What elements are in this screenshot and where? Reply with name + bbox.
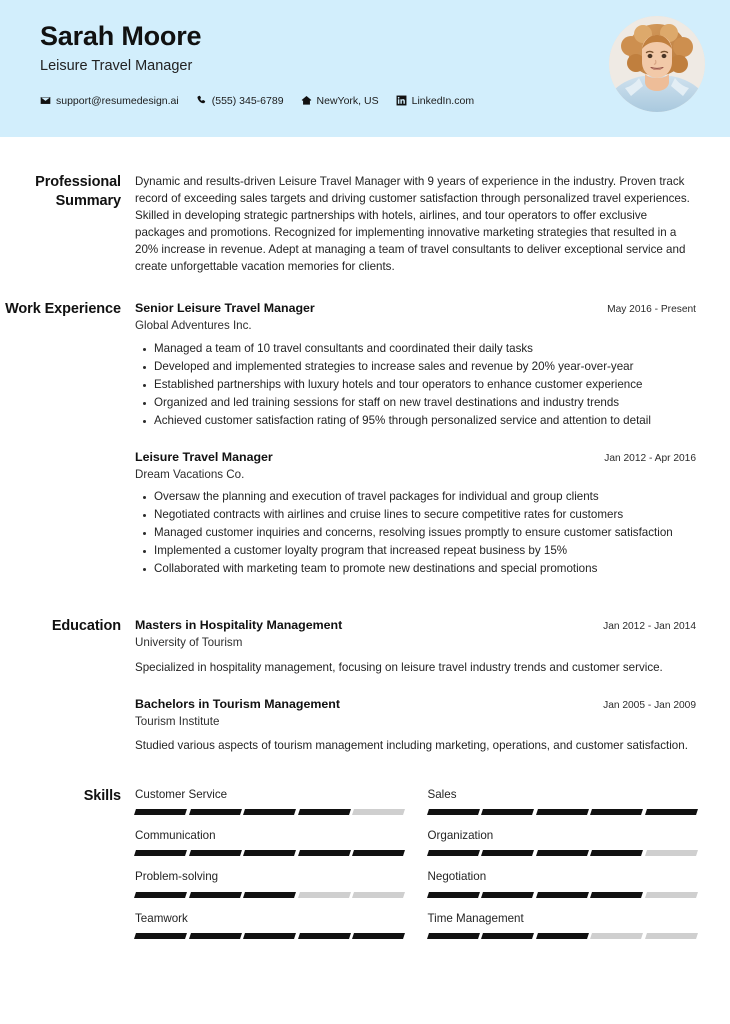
skill-segment: [427, 809, 479, 815]
skill-segment: [298, 809, 350, 815]
list-item: Achieved customer satisfaction rating of 95% through personalized service and attention to detail: [154, 413, 696, 430]
skill-segment: [536, 933, 588, 939]
skill-segment: [481, 850, 533, 856]
skill-level-bar: [135, 933, 404, 939]
resume-header: [0, 0, 730, 137]
education-entry-description: Specialized in hospitality management, focusing on leisure travel industry trends and customer service.: [135, 660, 663, 674]
education-entry-title: Bachelors in Tourism Management: [135, 696, 340, 711]
skill-level-bar: [428, 933, 697, 939]
education-entry-organization: University of Tourism: [135, 636, 243, 650]
work-entry-date: Jan 2012 - Apr 2016: [604, 452, 696, 464]
skill-segment: [352, 850, 404, 856]
education-entry-organization: Tourism Institute: [135, 714, 220, 728]
list-item: Organized and led training sessions for staff on new travel destinations and industry trends: [154, 395, 696, 412]
skill-segment: [481, 933, 533, 939]
work-entry-date: May 2016 - Present: [607, 304, 696, 316]
skill-segment: [590, 809, 642, 815]
skill-segment: [352, 933, 404, 939]
envelope-icon: [40, 95, 51, 106]
section-body-summary: [135, 173, 704, 275]
contact-email[interactable]: [40, 95, 179, 107]
skill-item: [428, 911, 697, 952]
education-entry-date: Jan 2012 - Jan 2014: [603, 620, 696, 632]
skill-name: Communication: [135, 829, 216, 843]
skill-segment: [590, 892, 642, 898]
skill-segment: [189, 850, 241, 856]
skill-segment: [189, 809, 241, 815]
skill-name: Customer Service: [135, 788, 228, 802]
linkedin-icon: [396, 95, 407, 106]
list-item: Negotiated contracts with airlines and cruise lines to secure competitive rates for customers: [154, 507, 696, 524]
skill-segment: [590, 850, 642, 856]
job-title: Leisure Travel Manager: [40, 58, 193, 75]
skill-level-bar: [135, 850, 404, 856]
skill-segment: [352, 809, 404, 815]
skill-segment: [298, 850, 350, 856]
work-entry-bullets: [135, 341, 696, 430]
skill-segment: [189, 892, 241, 898]
list-item: Developed and implemented strategies to increase sales and revenue by 20% year-over-year: [154, 359, 696, 376]
education-entry-description: Studied various aspects of tourism management including marketing, operations, and customer satisfaction.: [135, 739, 688, 753]
skill-segment: [427, 850, 479, 856]
section-work-experience: [0, 300, 704, 579]
section-label-education: Education: [51, 617, 121, 634]
contact-location-text: NewYork, US: [316, 94, 379, 107]
skill-segment: [134, 933, 186, 939]
work-entry-bullets: [135, 489, 696, 578]
skill-segment: [189, 933, 241, 939]
work-entry-head: [135, 449, 696, 465]
skill-level-bar: [428, 892, 697, 898]
skill-segment: [645, 850, 697, 856]
skill-segment: [536, 850, 588, 856]
skill-segment: [536, 892, 588, 898]
contact-location[interactable]: [301, 95, 379, 107]
skill-segment: [134, 892, 186, 898]
section-label-summary: Professional Summary: [35, 174, 121, 209]
skill-segment: [645, 933, 697, 939]
work-entry-title: Leisure Travel Manager: [135, 449, 273, 464]
contact-phone-text: (555) 345-6789: [211, 94, 284, 107]
education-entry-head: [135, 696, 696, 712]
list-item: Managed customer inquiries and concerns, resolving issues promptly to ensure customer satisfaction: [154, 525, 696, 542]
contact-phone[interactable]: [196, 95, 284, 107]
section-label-work: Work Experience: [5, 301, 121, 318]
list-item: Managed a team of 10 travel consultants and coordinated their daily tasks: [154, 341, 696, 358]
skill-segment: [481, 892, 533, 898]
resume-content: [0, 173, 730, 952]
page-title: Sarah Moore: [40, 21, 202, 51]
skill-item: [428, 828, 697, 869]
skill-item: [428, 787, 697, 828]
work-entry-organization: Global Adventures Inc.: [135, 319, 252, 333]
contact-row: [40, 95, 702, 107]
work-entry: [135, 300, 696, 429]
skill-segment: [536, 809, 588, 815]
education-entry: [135, 617, 696, 677]
skill-segment: [298, 892, 350, 898]
education-entry: [135, 696, 696, 756]
skill-name: Time Management: [427, 911, 524, 925]
skill-segment: [427, 892, 479, 898]
skill-segment: [352, 892, 404, 898]
section-body-skills: [135, 787, 704, 951]
education-entry-date: Jan 2005 - Jan 2009: [603, 699, 696, 711]
skill-name: Teamwork: [135, 911, 188, 925]
home-icon: [301, 95, 312, 106]
summary-text: Dynamic and results-driven Leisure Travel Manager with 9 years of experience in the industry. Proven track record of exceeding sales targets and driving customer satisfaction through personalized travel experiences. Skilled in developing strategic partnerships with hotels, airlines, and tour operators to offer exclusive packages and promotions. Recognized for implementing innovative marketing strategies that resulted in a 20% increase in revenue. Adept at managing a team of travel consultants to deliver exceptional service and create unforgettable vacation memories for clients.: [135, 175, 690, 274]
phone-icon: [196, 95, 207, 106]
skill-segment: [134, 809, 186, 815]
skill-segment: [645, 892, 697, 898]
education-entry-head: [135, 617, 696, 633]
work-entry-head: [135, 300, 696, 316]
list-item: Established partnerships with luxury hotels and tour operators to enhance customer experience: [154, 377, 696, 394]
skill-item: [135, 869, 404, 910]
contact-linkedin[interactable]: [396, 95, 474, 107]
skill-segment: [427, 933, 479, 939]
skill-level-bar: [428, 809, 697, 815]
education-entry-title: Masters in Hospitality Management: [135, 617, 343, 632]
skill-item: [135, 787, 404, 828]
section-body-education: [135, 617, 704, 755]
section-professional-summary: [0, 173, 704, 275]
skill-segment: [243, 850, 295, 856]
list-item: Implemented a customer loyalty program that increased repeat business by 15%: [154, 543, 696, 560]
skill-segment: [590, 933, 642, 939]
skill-name: Sales: [427, 788, 457, 802]
skill-level-bar: [135, 809, 404, 815]
section-label-skills: Skills: [83, 788, 121, 805]
work-entry: [135, 449, 696, 578]
skill-segment: [481, 809, 533, 815]
skill-item: [135, 911, 404, 952]
skill-item: [428, 869, 697, 910]
list-item: Collaborated with marketing team to promote new destinations and special promotions: [154, 561, 696, 578]
section-education: [0, 617, 704, 755]
skill-item: [135, 828, 404, 869]
avatar: [609, 16, 705, 112]
skill-level-bar: [428, 850, 697, 856]
list-item: Oversaw the planning and execution of travel packages for individual and group clients: [154, 489, 696, 506]
skill-name: Problem-solving: [135, 870, 219, 884]
section-skills: [0, 787, 704, 951]
contact-email-text: support@resumedesign.ai: [56, 94, 179, 107]
skill-name: Organization: [427, 829, 494, 843]
work-entry-organization: Dream Vacations Co.: [135, 467, 245, 481]
section-body-work: [135, 300, 704, 579]
work-entry-title: Senior Leisure Travel Manager: [135, 301, 315, 316]
skill-level-bar: [135, 892, 404, 898]
skill-segment: [243, 933, 295, 939]
skill-segment: [243, 809, 295, 815]
skill-name: Negotiation: [427, 870, 487, 884]
skills-grid: [135, 787, 696, 951]
skill-segment: [645, 809, 697, 815]
skill-segment: [134, 850, 186, 856]
contact-linkedin-text: LinkedIn.com: [411, 94, 475, 107]
skill-segment: [298, 933, 350, 939]
skill-segment: [243, 892, 295, 898]
